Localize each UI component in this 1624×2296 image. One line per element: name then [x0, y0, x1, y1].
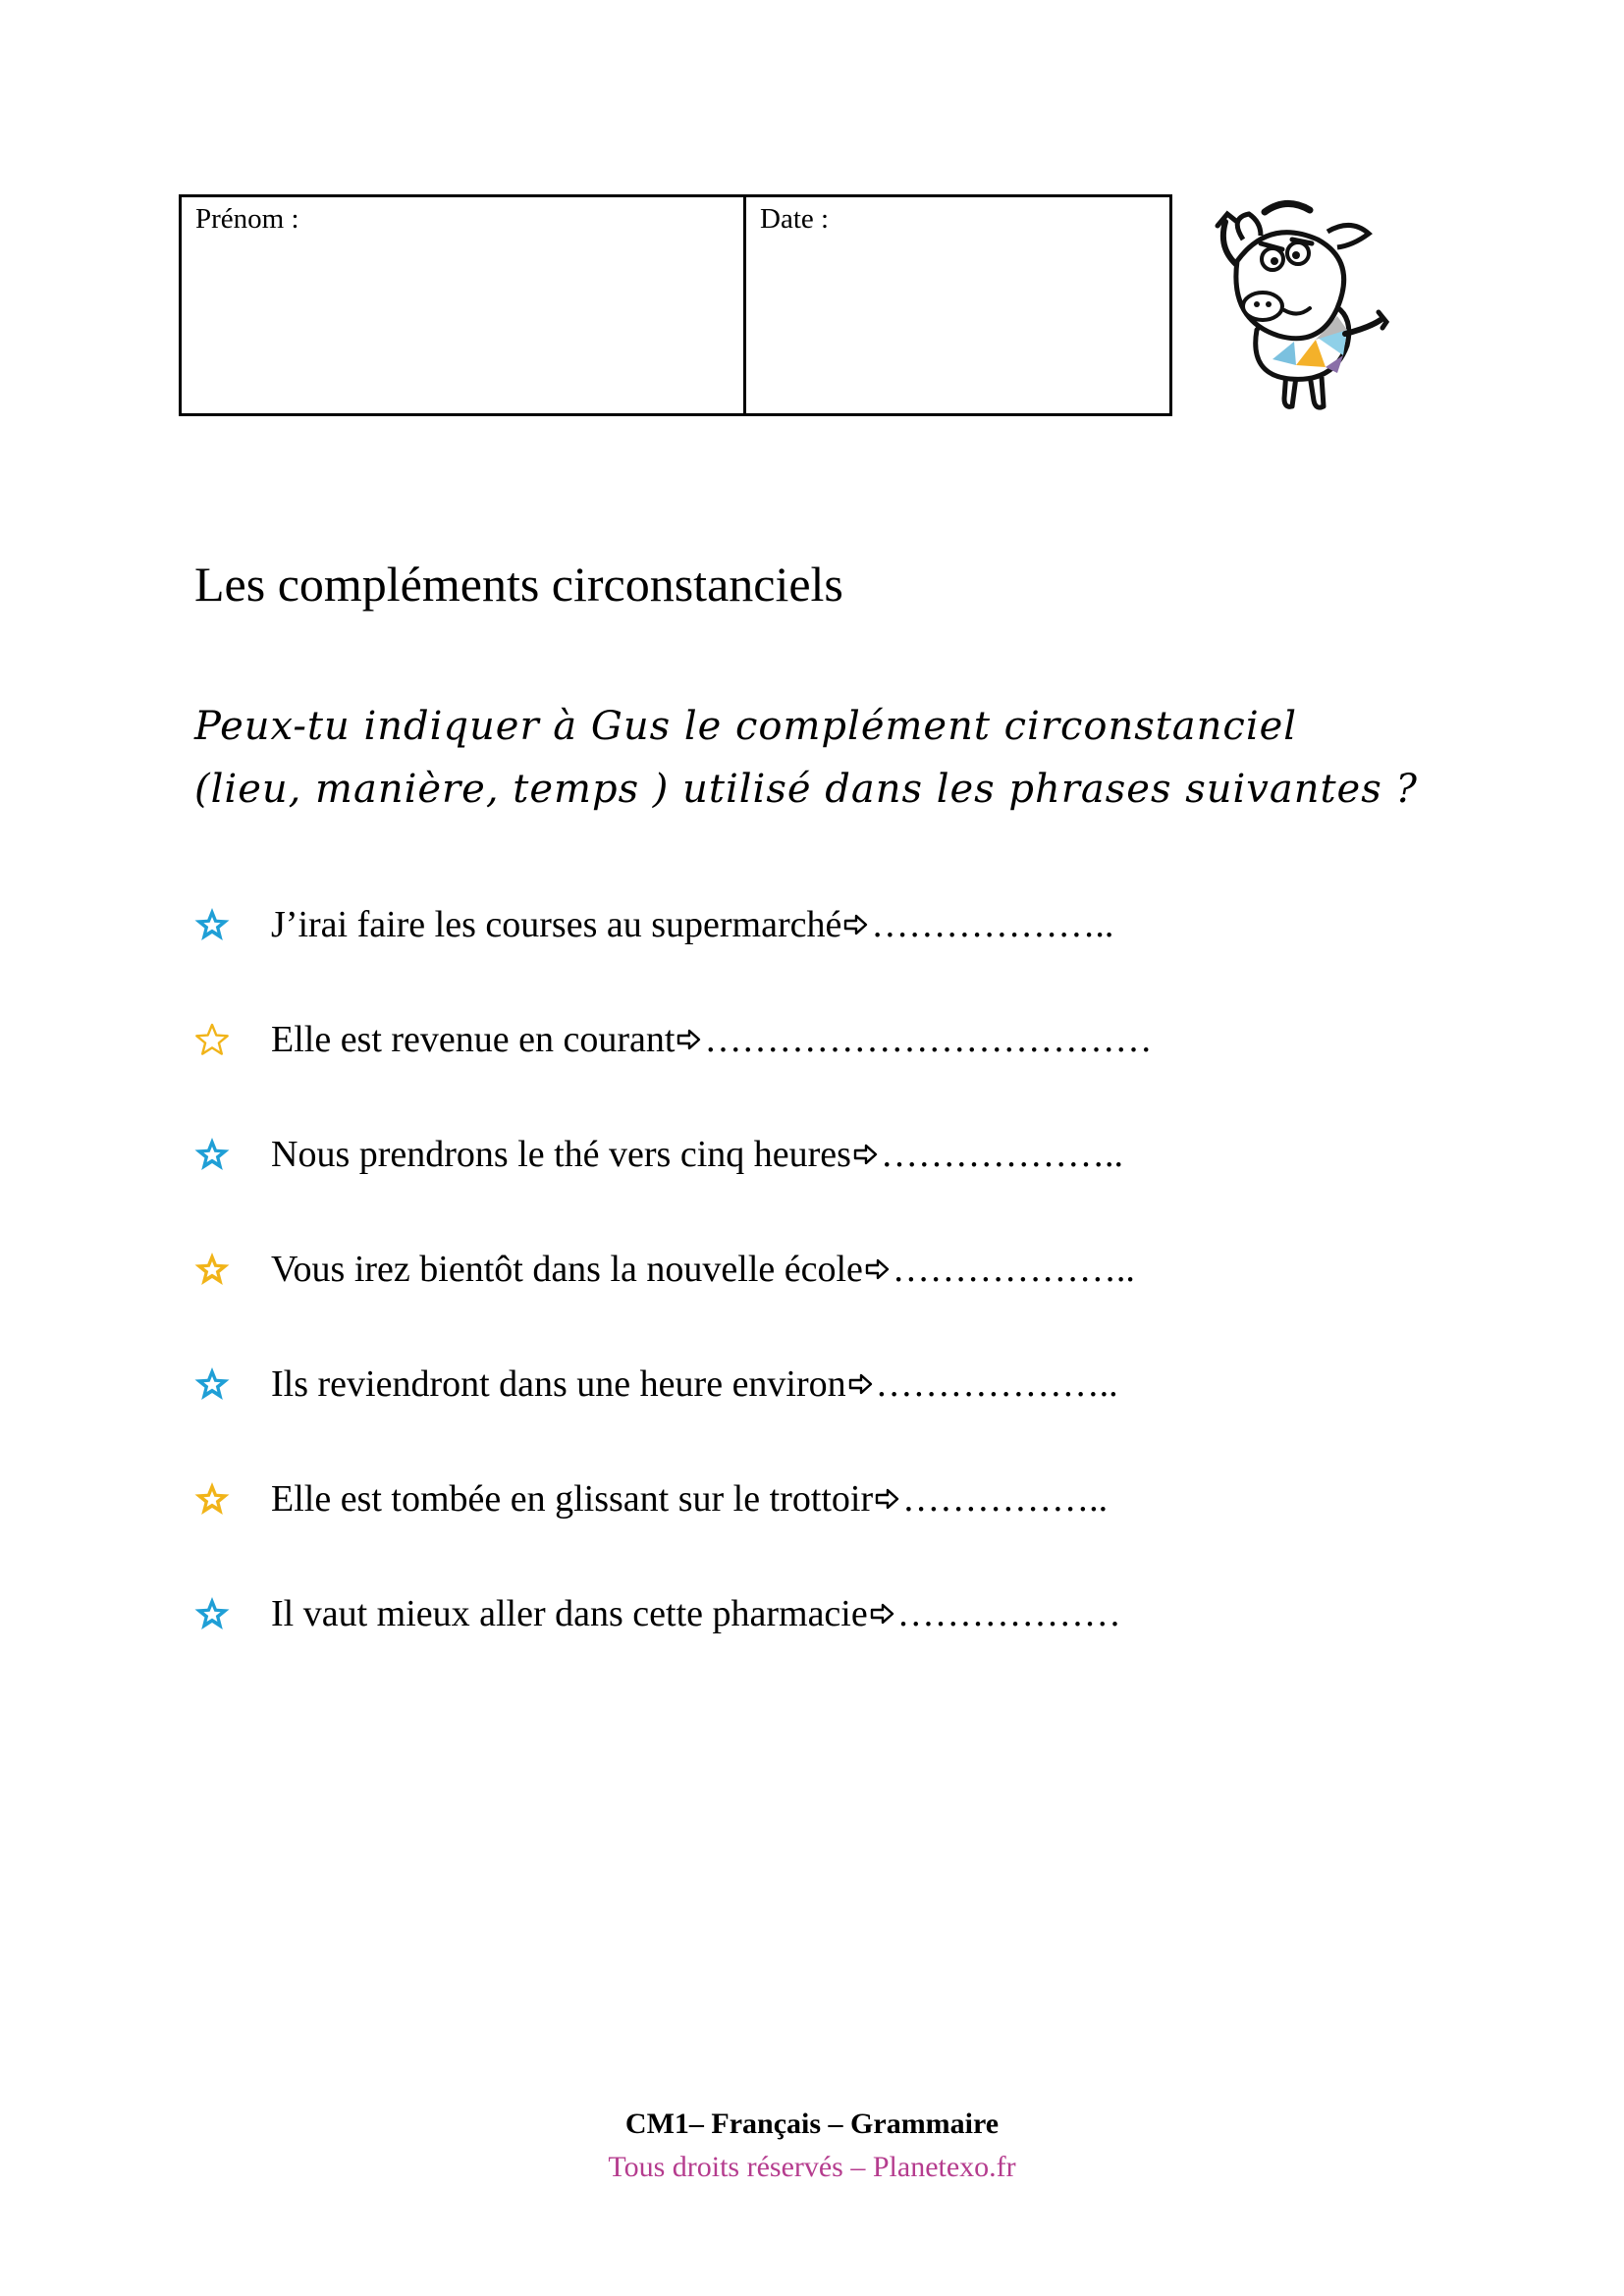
- list-item: [192, 1018, 1371, 1133]
- star-icon: [192, 1364, 232, 1404]
- name-label: Prénom :: [195, 203, 299, 235]
- student-info-table: [179, 194, 1172, 416]
- star-icon: [192, 1479, 232, 1519]
- sentence-text: Nous prendrons le thé vers cinq heures: [271, 1134, 851, 1175]
- list-item: [192, 903, 1371, 1018]
- arrow-right-icon: [848, 1372, 874, 1396]
- sentence-text: J’irai faire les courses au supermarché: [271, 904, 842, 945]
- page-footer: [0, 2103, 1624, 2189]
- instruction-line-1: Peux-tu indiquer à Gus le complément circonstanciel: [194, 704, 1298, 749]
- arrow-right-icon: [843, 913, 869, 936]
- star-icon: [192, 1250, 232, 1289]
- gus-mascot-icon: [1200, 192, 1426, 420]
- date-field[interactable]: [746, 197, 1169, 413]
- list-item: [192, 1592, 1371, 1707]
- list-item: [192, 1477, 1371, 1592]
- sentence-text: Ils reviendront dans une heure environ: [271, 1363, 846, 1405]
- arrow-right-icon: [677, 1028, 702, 1051]
- arrow-right-icon: [865, 1257, 891, 1281]
- name-field[interactable]: [182, 197, 746, 413]
- star-icon: [192, 1594, 232, 1633]
- footer-copyright: Tous droits réservés – Planetexo.fr: [608, 2151, 1016, 2183]
- answer-blank[interactable]: ……………..: [902, 1478, 1109, 1520]
- sentence-text: Elle est tombée en glissant sur le trottoir: [271, 1478, 874, 1520]
- footer-subject: CM1– Français – Grammaire: [624, 2108, 1000, 2140]
- date-label: Date :: [760, 203, 830, 235]
- list-item: [192, 1248, 1371, 1362]
- answer-blank[interactable]: ………………..: [892, 1249, 1135, 1290]
- star-outline-icon: [192, 1020, 232, 1059]
- arrow-right-icon: [853, 1143, 879, 1166]
- arrow-right-icon: [875, 1487, 900, 1511]
- answer-blank[interactable]: ………………..: [871, 904, 1114, 945]
- sentence-text: Elle est revenue en courant: [271, 1019, 676, 1060]
- answer-blank[interactable]: ………………: [896, 1593, 1121, 1634]
- instruction-line-2: (lieu, manière, temps ) utilisé dans les phrases suivantes ?: [194, 767, 1418, 812]
- answer-blank[interactable]: ………………..: [875, 1363, 1118, 1405]
- sentence-list: [192, 903, 1371, 1707]
- list-item: [192, 1362, 1371, 1477]
- answer-blank[interactable]: ………………………………: [704, 1019, 1153, 1060]
- answer-blank[interactable]: ………………..: [880, 1134, 1123, 1175]
- sentence-text: Il vaut mieux aller dans cette pharmacie: [271, 1593, 868, 1634]
- star-icon: [192, 905, 232, 944]
- page-title: Les compléments circonstanciels: [194, 557, 843, 612]
- star-icon: [192, 1135, 232, 1174]
- exercise-instruction: [194, 695, 1490, 821]
- arrow-right-icon: [870, 1602, 895, 1626]
- list-item: [192, 1133, 1371, 1248]
- sentence-text: Vous irez bientôt dans la nouvelle école: [271, 1249, 863, 1290]
